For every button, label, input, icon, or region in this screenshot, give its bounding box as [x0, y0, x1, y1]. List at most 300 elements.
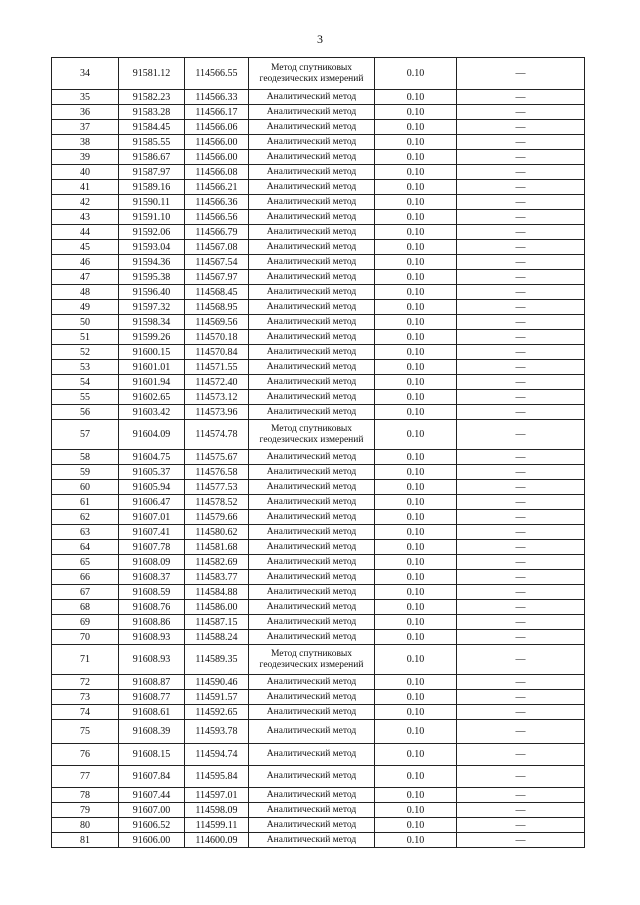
method-cell: Аналитический метод — [249, 105, 375, 120]
x-coordinate-cell: 91607.44 — [119, 788, 185, 803]
method-cell: Аналитический метод — [249, 540, 375, 555]
table-row — [52, 818, 585, 833]
table-row — [52, 690, 585, 705]
y-coordinate-cell: 114566.79 — [185, 225, 249, 240]
point-number-cell: 36 — [52, 105, 119, 120]
x-coordinate-cell: 91607.00 — [119, 803, 185, 818]
coordinates-table — [51, 57, 585, 848]
y-coordinate-cell: 114576.58 — [185, 465, 249, 480]
point-number-cell: 65 — [52, 555, 119, 570]
method-cell: Аналитический метод — [249, 390, 375, 405]
method-cell: Аналитический метод — [249, 345, 375, 360]
y-coordinate-cell: 114599.11 — [185, 818, 249, 833]
y-coordinate-cell: 114598.09 — [185, 803, 249, 818]
x-coordinate-cell: 91592.06 — [119, 225, 185, 240]
accuracy-cell: 0.10 — [375, 375, 457, 390]
point-number-cell: 43 — [52, 210, 119, 225]
x-coordinate-cell: 91608.93 — [119, 645, 185, 675]
accuracy-cell: 0.10 — [375, 420, 457, 450]
accuracy-cell: 0.10 — [375, 675, 457, 690]
y-coordinate-cell: 114594.74 — [185, 744, 249, 766]
accuracy-cell: 0.10 — [375, 585, 457, 600]
x-coordinate-cell: 91597.32 — [119, 300, 185, 315]
method-cell: Аналитический метод — [249, 90, 375, 105]
method-cell: Аналитический метод — [249, 135, 375, 150]
accuracy-cell: 0.10 — [375, 58, 457, 90]
point-number-cell: 50 — [52, 315, 119, 330]
note-cell: — — [457, 495, 585, 510]
accuracy-cell: 0.10 — [375, 510, 457, 525]
method-cell: Аналитический метод — [249, 570, 375, 585]
accuracy-cell: 0.10 — [375, 210, 457, 225]
point-number-cell: 56 — [52, 405, 119, 420]
y-coordinate-cell: 114566.55 — [185, 58, 249, 90]
point-number-cell: 58 — [52, 450, 119, 465]
table-row — [52, 225, 585, 240]
note-cell: — — [457, 240, 585, 255]
note-cell: — — [457, 450, 585, 465]
table-row — [52, 465, 585, 480]
method-cell: Аналитический метод — [249, 285, 375, 300]
accuracy-cell: 0.10 — [375, 645, 457, 675]
note-cell: — — [457, 705, 585, 720]
accuracy-cell: 0.10 — [375, 465, 457, 480]
table-row — [52, 570, 585, 585]
point-number-cell: 42 — [52, 195, 119, 210]
method-cell: Аналитический метод — [249, 833, 375, 848]
y-coordinate-cell: 114587.15 — [185, 615, 249, 630]
point-number-cell: 74 — [52, 705, 119, 720]
accuracy-cell: 0.10 — [375, 405, 457, 420]
table-row — [52, 555, 585, 570]
x-coordinate-cell: 91604.09 — [119, 420, 185, 450]
x-coordinate-cell: 91601.01 — [119, 360, 185, 375]
method-cell: Аналитический метод — [249, 744, 375, 766]
method-cell: Аналитический метод — [249, 690, 375, 705]
accuracy-cell: 0.10 — [375, 833, 457, 848]
table-row — [52, 833, 585, 848]
accuracy-cell: 0.10 — [375, 315, 457, 330]
y-coordinate-cell: 114573.96 — [185, 405, 249, 420]
method-cell: Аналитический метод — [249, 675, 375, 690]
accuracy-cell: 0.10 — [375, 270, 457, 285]
accuracy-cell: 0.10 — [375, 705, 457, 720]
accuracy-cell: 0.10 — [375, 390, 457, 405]
note-cell: — — [457, 195, 585, 210]
y-coordinate-cell: 114593.78 — [185, 720, 249, 744]
accuracy-cell: 0.10 — [375, 803, 457, 818]
y-coordinate-cell: 114583.77 — [185, 570, 249, 585]
table-row — [52, 480, 585, 495]
y-coordinate-cell: 114568.45 — [185, 285, 249, 300]
note-cell: — — [457, 390, 585, 405]
note-cell: — — [457, 225, 585, 240]
x-coordinate-cell: 91602.65 — [119, 390, 185, 405]
accuracy-cell: 0.10 — [375, 195, 457, 210]
method-cell: Аналитический метод — [249, 803, 375, 818]
point-number-cell: 44 — [52, 225, 119, 240]
y-coordinate-cell: 114566.33 — [185, 90, 249, 105]
x-coordinate-cell: 91583.28 — [119, 105, 185, 120]
accuracy-cell: 0.10 — [375, 690, 457, 705]
note-cell: — — [457, 135, 585, 150]
note-cell: — — [457, 833, 585, 848]
x-coordinate-cell: 91600.15 — [119, 345, 185, 360]
y-coordinate-cell: 114574.78 — [185, 420, 249, 450]
table-row — [52, 600, 585, 615]
y-coordinate-cell: 114566.08 — [185, 165, 249, 180]
point-number-cell: 51 — [52, 330, 119, 345]
x-coordinate-cell: 91587.97 — [119, 165, 185, 180]
y-coordinate-cell: 114584.88 — [185, 585, 249, 600]
accuracy-cell: 0.10 — [375, 105, 457, 120]
point-number-cell: 52 — [52, 345, 119, 360]
y-coordinate-cell: 114580.62 — [185, 525, 249, 540]
table-row — [52, 345, 585, 360]
note-cell: — — [457, 120, 585, 135]
accuracy-cell: 0.10 — [375, 615, 457, 630]
point-number-cell: 68 — [52, 600, 119, 615]
accuracy-cell: 0.10 — [375, 255, 457, 270]
accuracy-cell: 0.10 — [375, 818, 457, 833]
point-number-cell: 57 — [52, 420, 119, 450]
point-number-cell: 66 — [52, 570, 119, 585]
method-cell: Аналитический метод — [249, 705, 375, 720]
method-cell: Аналитический метод — [249, 120, 375, 135]
point-number-cell: 62 — [52, 510, 119, 525]
note-cell: — — [457, 570, 585, 585]
y-coordinate-cell: 114572.40 — [185, 375, 249, 390]
method-cell: Аналитический метод — [249, 405, 375, 420]
y-coordinate-cell: 114566.56 — [185, 210, 249, 225]
method-cell: Аналитический метод — [249, 180, 375, 195]
note-cell: — — [457, 690, 585, 705]
method-cell: Аналитический метод — [249, 525, 375, 540]
method-cell: Аналитический метод — [249, 210, 375, 225]
table-row — [52, 315, 585, 330]
x-coordinate-cell: 91607.84 — [119, 766, 185, 788]
point-number-cell: 41 — [52, 180, 119, 195]
point-number-cell: 69 — [52, 615, 119, 630]
point-number-cell: 75 — [52, 720, 119, 744]
y-coordinate-cell: 114579.66 — [185, 510, 249, 525]
x-coordinate-cell: 91596.40 — [119, 285, 185, 300]
note-cell: — — [457, 165, 585, 180]
method-cell: Аналитический метод — [249, 630, 375, 645]
method-cell: Аналитический метод — [249, 195, 375, 210]
x-coordinate-cell: 91591.10 — [119, 210, 185, 225]
y-coordinate-cell: 114567.54 — [185, 255, 249, 270]
point-number-cell: 46 — [52, 255, 119, 270]
method-cell: Аналитический метод — [249, 240, 375, 255]
y-coordinate-cell: 114578.52 — [185, 495, 249, 510]
point-number-cell: 72 — [52, 675, 119, 690]
method-cell: Метод спутниковых геодезических измерений — [249, 58, 375, 90]
note-cell: — — [457, 788, 585, 803]
y-coordinate-cell: 114577.53 — [185, 480, 249, 495]
note-cell: — — [457, 803, 585, 818]
y-coordinate-cell: 114566.00 — [185, 135, 249, 150]
table-row — [52, 240, 585, 255]
y-coordinate-cell: 114570.84 — [185, 345, 249, 360]
point-number-cell: 54 — [52, 375, 119, 390]
method-cell: Аналитический метод — [249, 585, 375, 600]
note-cell: — — [457, 315, 585, 330]
note-cell: — — [457, 555, 585, 570]
point-number-cell: 60 — [52, 480, 119, 495]
method-cell: Аналитический метод — [249, 555, 375, 570]
table-row — [52, 788, 585, 803]
point-number-cell: 79 — [52, 803, 119, 818]
accuracy-cell: 0.10 — [375, 165, 457, 180]
method-cell: Аналитический метод — [249, 450, 375, 465]
point-number-cell: 63 — [52, 525, 119, 540]
y-coordinate-cell: 114588.24 — [185, 630, 249, 645]
method-cell: Аналитический метод — [249, 480, 375, 495]
accuracy-cell: 0.10 — [375, 570, 457, 585]
accuracy-cell: 0.10 — [375, 90, 457, 105]
accuracy-cell: 0.10 — [375, 630, 457, 645]
table-row — [52, 585, 585, 600]
table-row — [52, 360, 585, 375]
table-row — [52, 450, 585, 465]
table-row — [52, 210, 585, 225]
y-coordinate-cell: 114592.65 — [185, 705, 249, 720]
method-cell: Аналитический метод — [249, 165, 375, 180]
table-row — [52, 705, 585, 720]
point-number-cell: 48 — [52, 285, 119, 300]
x-coordinate-cell: 91608.37 — [119, 570, 185, 585]
table-row — [52, 615, 585, 630]
x-coordinate-cell: 91606.47 — [119, 495, 185, 510]
note-cell: — — [457, 510, 585, 525]
method-cell: Аналитический метод — [249, 465, 375, 480]
method-cell: Аналитический метод — [249, 720, 375, 744]
accuracy-cell: 0.10 — [375, 240, 457, 255]
accuracy-cell: 0.10 — [375, 330, 457, 345]
note-cell: — — [457, 645, 585, 675]
accuracy-cell: 0.10 — [375, 788, 457, 803]
x-coordinate-cell: 91595.38 — [119, 270, 185, 285]
table-row — [52, 495, 585, 510]
x-coordinate-cell: 91608.87 — [119, 675, 185, 690]
table-row — [52, 420, 585, 450]
x-coordinate-cell: 91604.75 — [119, 450, 185, 465]
point-number-cell: 38 — [52, 135, 119, 150]
note-cell: — — [457, 465, 585, 480]
table-row — [52, 405, 585, 420]
point-number-cell: 55 — [52, 390, 119, 405]
note-cell: — — [457, 360, 585, 375]
y-coordinate-cell: 114591.57 — [185, 690, 249, 705]
table-row — [52, 720, 585, 744]
table-row — [52, 330, 585, 345]
x-coordinate-cell: 91594.36 — [119, 255, 185, 270]
x-coordinate-cell: 91582.23 — [119, 90, 185, 105]
note-cell: — — [457, 405, 585, 420]
note-cell: — — [457, 270, 585, 285]
method-cell: Аналитический метод — [249, 766, 375, 788]
y-coordinate-cell: 114582.69 — [185, 555, 249, 570]
y-coordinate-cell: 114575.67 — [185, 450, 249, 465]
note-cell: — — [457, 630, 585, 645]
x-coordinate-cell: 91589.16 — [119, 180, 185, 195]
note-cell: — — [457, 150, 585, 165]
table-row — [52, 105, 585, 120]
method-cell: Аналитический метод — [249, 255, 375, 270]
table-row — [52, 803, 585, 818]
table-row — [52, 270, 585, 285]
table-row — [52, 285, 585, 300]
x-coordinate-cell: 91605.37 — [119, 465, 185, 480]
table-row — [52, 645, 585, 675]
y-coordinate-cell: 114566.00 — [185, 150, 249, 165]
point-number-cell: 61 — [52, 495, 119, 510]
accuracy-cell: 0.10 — [375, 720, 457, 744]
point-number-cell: 77 — [52, 766, 119, 788]
y-coordinate-cell: 114566.21 — [185, 180, 249, 195]
x-coordinate-cell: 91608.59 — [119, 585, 185, 600]
point-number-cell: 39 — [52, 150, 119, 165]
method-cell: Аналитический метод — [249, 495, 375, 510]
method-cell: Аналитический метод — [249, 818, 375, 833]
y-coordinate-cell: 114595.84 — [185, 766, 249, 788]
method-cell: Аналитический метод — [249, 375, 375, 390]
x-coordinate-cell: 91581.12 — [119, 58, 185, 90]
note-cell: — — [457, 540, 585, 555]
note-cell: — — [457, 420, 585, 450]
point-number-cell: 73 — [52, 690, 119, 705]
point-number-cell: 70 — [52, 630, 119, 645]
x-coordinate-cell: 91590.11 — [119, 195, 185, 210]
accuracy-cell: 0.10 — [375, 480, 457, 495]
table-row — [52, 255, 585, 270]
note-cell: — — [457, 675, 585, 690]
y-coordinate-cell: 114567.08 — [185, 240, 249, 255]
x-coordinate-cell: 91585.55 — [119, 135, 185, 150]
method-cell: Аналитический метод — [249, 615, 375, 630]
point-number-cell: 81 — [52, 833, 119, 848]
point-number-cell: 47 — [52, 270, 119, 285]
point-number-cell: 35 — [52, 90, 119, 105]
note-cell: — — [457, 105, 585, 120]
note-cell: — — [457, 600, 585, 615]
table-row — [52, 675, 585, 690]
method-cell: Аналитический метод — [249, 150, 375, 165]
accuracy-cell: 0.10 — [375, 555, 457, 570]
x-coordinate-cell: 91606.52 — [119, 818, 185, 833]
y-coordinate-cell: 114600.09 — [185, 833, 249, 848]
accuracy-cell: 0.10 — [375, 120, 457, 135]
accuracy-cell: 0.10 — [375, 360, 457, 375]
note-cell: — — [457, 58, 585, 90]
note-cell: — — [457, 345, 585, 360]
method-cell: Аналитический метод — [249, 225, 375, 240]
table-row — [52, 525, 585, 540]
table-row — [52, 744, 585, 766]
note-cell: — — [457, 585, 585, 600]
table-row — [52, 180, 585, 195]
point-number-cell: 78 — [52, 788, 119, 803]
table-row — [52, 90, 585, 105]
x-coordinate-cell: 91608.76 — [119, 600, 185, 615]
x-coordinate-cell: 91605.94 — [119, 480, 185, 495]
point-number-cell: 49 — [52, 300, 119, 315]
y-coordinate-cell: 114597.01 — [185, 788, 249, 803]
accuracy-cell: 0.10 — [375, 450, 457, 465]
note-cell: — — [457, 255, 585, 270]
method-cell: Аналитический метод — [249, 510, 375, 525]
note-cell: — — [457, 180, 585, 195]
point-number-cell: 34 — [52, 58, 119, 90]
accuracy-cell: 0.10 — [375, 180, 457, 195]
method-cell: Метод спутниковых геодезических измерений — [249, 420, 375, 450]
accuracy-cell: 0.10 — [375, 540, 457, 555]
point-number-cell: 45 — [52, 240, 119, 255]
accuracy-cell: 0.10 — [375, 766, 457, 788]
point-number-cell: 53 — [52, 360, 119, 375]
x-coordinate-cell: 91608.15 — [119, 744, 185, 766]
note-cell: — — [457, 375, 585, 390]
y-coordinate-cell: 114566.36 — [185, 195, 249, 210]
x-coordinate-cell: 91607.41 — [119, 525, 185, 540]
table-row — [52, 300, 585, 315]
note-cell: — — [457, 285, 585, 300]
x-coordinate-cell: 91608.93 — [119, 630, 185, 645]
accuracy-cell: 0.10 — [375, 135, 457, 150]
method-cell: Аналитический метод — [249, 788, 375, 803]
accuracy-cell: 0.10 — [375, 225, 457, 240]
y-coordinate-cell: 114571.55 — [185, 360, 249, 375]
y-coordinate-cell: 114566.17 — [185, 105, 249, 120]
accuracy-cell: 0.10 — [375, 525, 457, 540]
point-number-cell: 37 — [52, 120, 119, 135]
method-cell: Аналитический метод — [249, 315, 375, 330]
note-cell: — — [457, 720, 585, 744]
note-cell: — — [457, 818, 585, 833]
table-row — [52, 195, 585, 210]
y-coordinate-cell: 114569.56 — [185, 315, 249, 330]
accuracy-cell: 0.10 — [375, 495, 457, 510]
y-coordinate-cell: 114590.46 — [185, 675, 249, 690]
note-cell: — — [457, 90, 585, 105]
table-row — [52, 58, 585, 90]
accuracy-cell: 0.10 — [375, 600, 457, 615]
x-coordinate-cell: 91608.61 — [119, 705, 185, 720]
y-coordinate-cell: 114581.68 — [185, 540, 249, 555]
point-number-cell: 71 — [52, 645, 119, 675]
y-coordinate-cell: 114586.00 — [185, 600, 249, 615]
note-cell: — — [457, 766, 585, 788]
note-cell: — — [457, 480, 585, 495]
y-coordinate-cell: 114568.95 — [185, 300, 249, 315]
y-coordinate-cell: 114567.97 — [185, 270, 249, 285]
table-row — [52, 390, 585, 405]
method-cell: Аналитический метод — [249, 600, 375, 615]
accuracy-cell: 0.10 — [375, 300, 457, 315]
method-cell: Метод спутниковых геодезических измерений — [249, 645, 375, 675]
accuracy-cell: 0.10 — [375, 744, 457, 766]
point-number-cell: 64 — [52, 540, 119, 555]
x-coordinate-cell: 91603.42 — [119, 405, 185, 420]
point-number-cell: 80 — [52, 818, 119, 833]
method-cell: Аналитический метод — [249, 330, 375, 345]
x-coordinate-cell: 91607.78 — [119, 540, 185, 555]
x-coordinate-cell: 91607.01 — [119, 510, 185, 525]
note-cell: — — [457, 744, 585, 766]
x-coordinate-cell: 91593.04 — [119, 240, 185, 255]
table-row — [52, 135, 585, 150]
